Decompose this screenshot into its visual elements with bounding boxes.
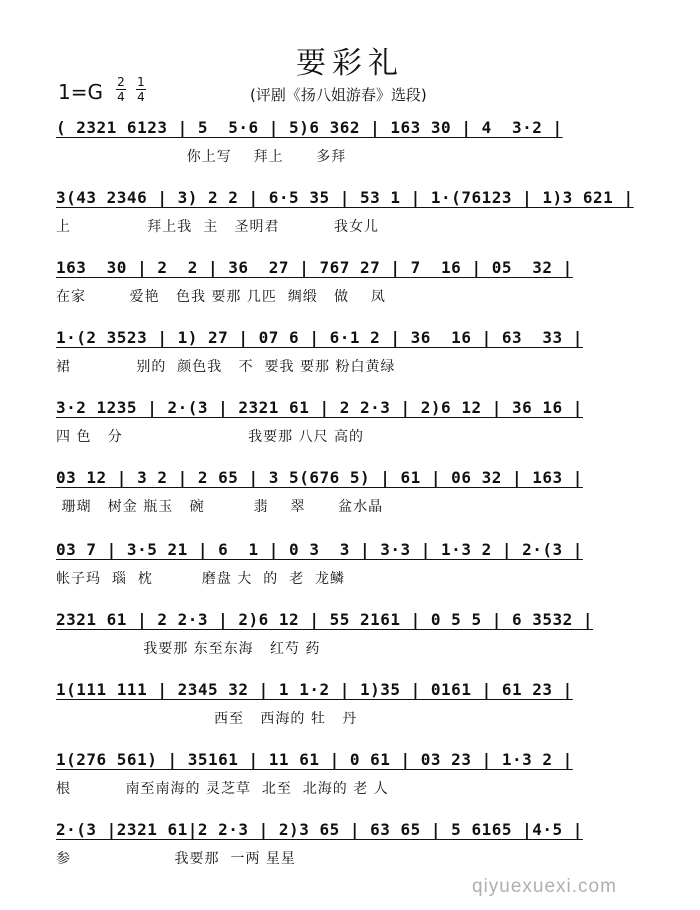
notation-line: 1(111 111 | 2345 32 | 1 1·2 | 1)35 | 0161 | 61 23 |	[56, 680, 573, 699]
meter-denominator: 4	[117, 90, 125, 104]
key-signature: 1=G	[58, 80, 103, 104]
lyrics-line: 在家 爱艳 色我 要那 几匹 绸缎 做 凤	[56, 289, 386, 305]
notation-line: 3·2 1235 | 2·(3 | 2321 61 | 2 2·3 | 2)6 12 | 36 16 |	[56, 398, 583, 417]
lyrics-line: 你上写 拜上 多拜	[56, 149, 347, 165]
site-watermark: qiyuexuexi.com	[472, 876, 617, 897]
notation-line: 3(43 2346 | 3) 2 2 | 6·5 35 | 53 1 | 1·(76123 | 1)3 621 |	[56, 188, 634, 207]
lyrics-line: 裙 别的 颜色我 不 要我 要那 粉白黄绿	[56, 359, 396, 375]
time-signature-1-4	[136, 76, 146, 103]
song-title: 要彩礼	[296, 46, 404, 81]
lyrics-line: 珊瑚 树金 瓶玉 碗 翡 翠 盆水晶	[56, 499, 384, 515]
lyrics-line: 根 南至南海的 灵芝草 北至 北海的 老 人	[56, 781, 389, 797]
lyrics-line: 上 拜上我 主 圣明君 我女儿	[56, 219, 380, 235]
score-system	[56, 540, 660, 610]
lyrics-line: 西至 西海的 牡 丹	[56, 711, 358, 727]
notation-line: ( 2321 6123 | 5 5·6 | 5)6 362 | 163 30 | 4 3·2 |	[56, 118, 563, 137]
score-system	[56, 468, 660, 538]
score-system	[56, 680, 660, 750]
lyrics-line: 帐子玛 瑙 枕 磨盘 大 的 老 龙鳞	[56, 571, 346, 587]
meter-numerator: 2	[117, 75, 125, 89]
time-signature-2-4	[116, 76, 126, 103]
score-system	[56, 398, 660, 468]
meter-denominator: 4	[137, 90, 145, 104]
lyrics-line: 四 色 分 我要那 八尺 高的	[56, 429, 365, 445]
source-note: (评剧《扬八姐游春》选段)	[250, 86, 427, 104]
score-system	[56, 118, 660, 188]
notation-line: 163 30 | 2 2 | 36 27 | 767 27 | 7 16 | 05 32 |	[56, 258, 573, 277]
score-system	[56, 258, 660, 328]
notation-line: 03 7 | 3·5 21 | 6 1 | 0 3 3 | 3·3 | 1·3 2 | 2·(3 |	[56, 540, 583, 559]
notation-line: 2·(3 |2321 61|2 2·3 | 2)3 65 | 63 65 | 5 6165 |4·5 |	[56, 820, 583, 839]
lyrics-line: 参 我要那 一两 星星	[56, 851, 296, 867]
score-system	[56, 328, 660, 398]
meter-numerator: 1	[137, 75, 145, 89]
notation-line: 1(276 561) | 35161 | 11 61 | 0 61 | 03 23 | 1·3 2 |	[56, 750, 573, 769]
score-system	[56, 188, 660, 258]
notation-line: 03 12 | 3 2 | 2 65 | 3 5(676 5) | 61 | 06 32 | 163 |	[56, 468, 583, 487]
lyrics-line: 我要那 东至东海 红芍 药	[56, 641, 321, 657]
notation-line: 1·(2 3523 | 1) 27 | 07 6 | 6·1 2 | 36 16 | 63 33 |	[56, 328, 583, 347]
notation-line: 2321 61 | 2 2·3 | 2)6 12 | 55 2161 | 0 5 5 | 6 3532 |	[56, 610, 594, 629]
score-system	[56, 750, 660, 820]
score-system	[56, 610, 660, 680]
